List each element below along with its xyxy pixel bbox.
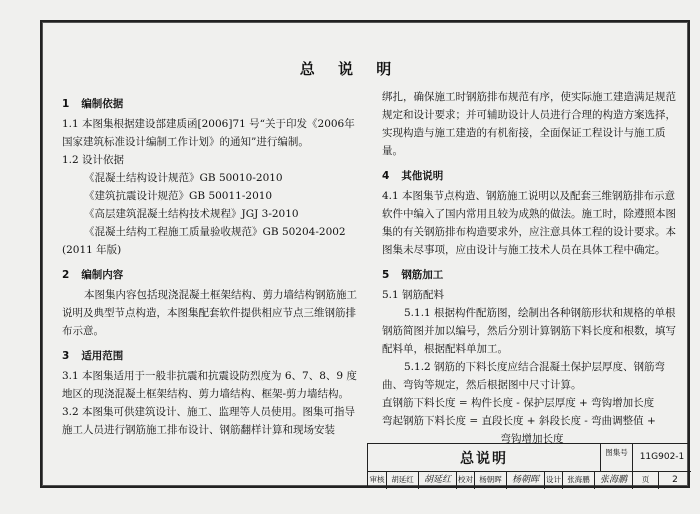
designer-name: 张海鹏 (562, 471, 594, 489)
ref-edition: (2011 年版) (62, 244, 122, 256)
formula-straight-bar: 直钢筋下料长度 = 构件长度 - 保护层厚度 + 弯钩增加长度 (382, 397, 655, 409)
section-heading-4: 4 其他说明 (382, 170, 444, 182)
checker-signature: 杨朝晖 (506, 471, 544, 489)
title-block-row-1 (368, 444, 691, 472)
section-heading-5: 5 钢筋加工 (382, 269, 444, 281)
para-4-1: 4.1 本图集节点构造、钢筋施工说明以及配套三维钢筋排布示意软件中编入了国内常用且较为成熟的做法。施工时，除遵照本图集的有关钢筋排布构造要求外，应注意具体工程的设计要求。本图集未尽事项，应由设计与施工技术人员在具体工程中确定。 (382, 190, 676, 256)
review-label: 审核 (369, 475, 385, 484)
ref-item: 《混凝土结构设计规范》GB 50010-2010 (84, 172, 283, 184)
para-5-1-2: 5.1.2 钢筋的下料长度应结合混凝土保护层厚度、钢筋弯曲、弯钩等规定，然后根据图中尺寸计算。 (382, 361, 666, 391)
para-3-2-continued: 绑扎，确保施工时钢筋排布规范有序，使实际施工建造满足规范规定和设计要求；并可辅助设计人员进行合理的构造方案选择，实现构造与施工建造的有机衔接，全面保证工程设计与施工质量。 (382, 91, 676, 157)
page-title: 总 说 明 (299, 60, 401, 78)
title-block-row-2 (368, 471, 691, 489)
reviewer-name: 胡延红 (386, 471, 418, 489)
para-5-1-1: 5.1.1 根据构件配筋图，绘制出各种钢筋形状和规格的单根钢筋简图并加以编号，然后分别计算钢筋下料长度和根数，填写配料单，根据配料单加工。 (382, 307, 676, 355)
ref-item: 《建筑抗震设计规范》GB 50011-2010 (84, 190, 273, 202)
section-heading-2: 2 编制内容 (62, 269, 124, 281)
title-block (367, 443, 690, 488)
formula-bent-bar: 弯起钢筋下料长度 = 直段长度 + 斜段长度 - 弯曲调整值 + (382, 415, 656, 427)
ref-item: 《混凝土结构工程施工质量验收规范》GB 50204-2002 (84, 226, 346, 238)
formula-bent-bar-tail: 弯钩增加长度 (500, 433, 564, 445)
ref-item: 《高层建筑混凝土结构技术规程》JGJ 3-2010 (84, 208, 299, 220)
section-heading-1: 1 编制依据 (62, 98, 124, 110)
para-3-2: 3.2 本图集可供建筑设计、施工、监理等人员使用。图集可指导施工人员进行钢筋施工排布设计、钢筋翻样计算和现场安装 (62, 406, 356, 436)
right-column (382, 88, 682, 448)
section-heading-3: 3 适用范围 (62, 350, 124, 362)
para-2: 本图集内容包括现浇混凝土框架结构、剪力墙结构钢筋施工说明及典型节点构造，本图集配套软件提供相应节点三维钢筋排布示意。 (62, 289, 357, 337)
atlas-no-label: 图集号 (600, 444, 632, 471)
para-5-1: 5.1 钢筋配料 (382, 289, 445, 301)
atlas-no: 11G902-1 (632, 444, 691, 471)
para-1-2: 1.2 设计依据 (62, 154, 125, 166)
drawing-title: 总说明 (460, 451, 508, 467)
left-column (62, 88, 362, 439)
reviewer-signature: 胡延红 (418, 471, 456, 489)
designer-signature: 张海鹏 (594, 471, 632, 489)
design-label: 设计 (544, 471, 562, 489)
check-label: 校对 (456, 471, 474, 489)
page-label: 页 (632, 471, 658, 489)
page-number: 2 (658, 471, 691, 489)
para-3-1: 3.1 本图集适用于一般非抗震和抗震设防烈度为 6、7、8、9 度地区的现浇混凝土框架结构、剪力墙结构、框架-剪力墙结构。 (62, 370, 357, 400)
checker-name: 杨朝晖 (474, 471, 506, 489)
para-1-1: 1.1 本图集根据建设部建质函[2006]71 号“关于印发《2006年国家建筑标准设计编制工作计划》的通知”进行编制。 (62, 118, 355, 148)
